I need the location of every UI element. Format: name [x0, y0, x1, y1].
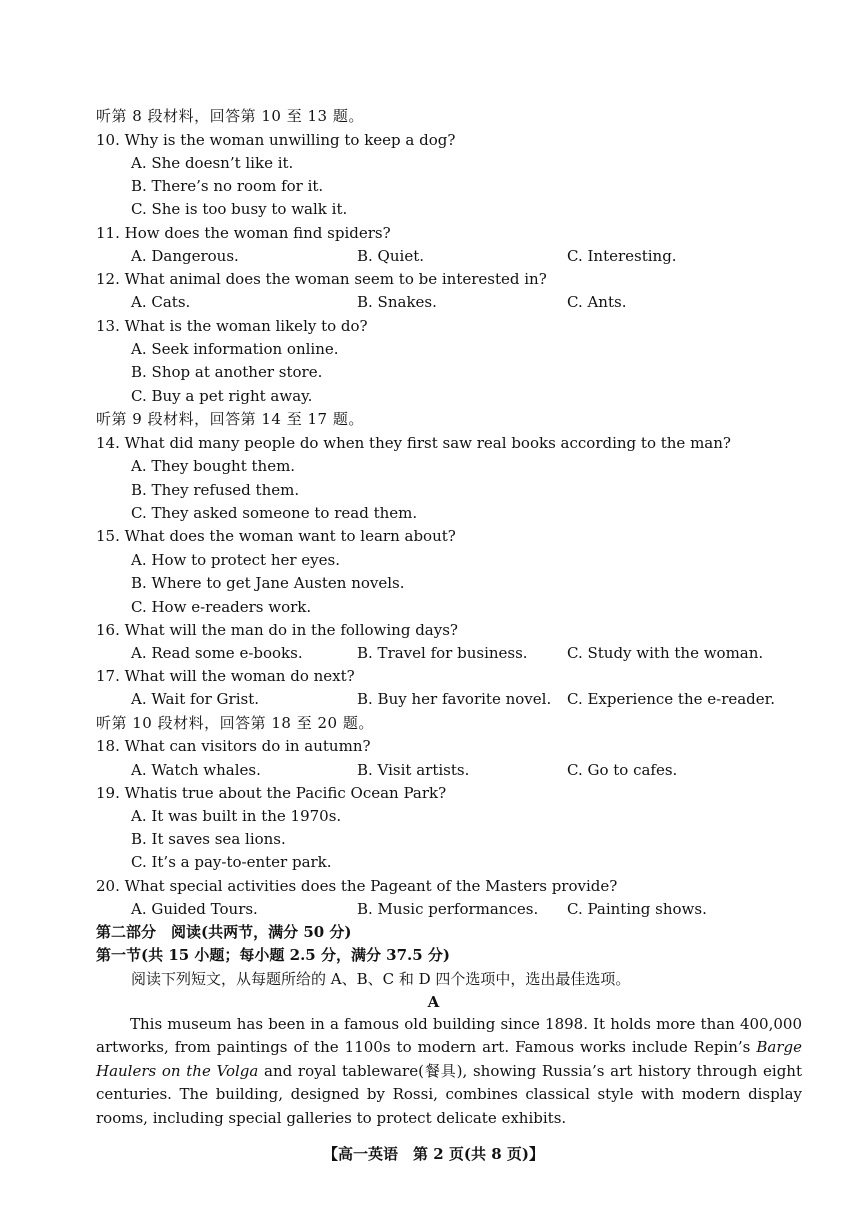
option-17b: B. Buy her favorite novel.: [357, 690, 552, 708]
option-10c: C. She is too busy to walk it.: [131, 200, 348, 218]
option-19b: B. It saves sea lions.: [131, 830, 286, 848]
question-10: 10. Why is the woman unwilling to keep a dog?: [96, 131, 456, 149]
question-18: 18. What can visitors do in autumn?: [96, 737, 371, 755]
option-13c: C. Buy a pet right away.: [131, 387, 313, 405]
section-heading-9: 听第 9 段材料，回答第 14 至 17 题。: [96, 410, 364, 428]
option-17c: C. Experience the e-reader.: [567, 690, 775, 708]
option-14a: A. They bought them.: [131, 457, 296, 475]
option-18a: A. Watch whales.: [131, 761, 261, 779]
option-16b: B. Travel for business.: [357, 644, 528, 662]
question-15: 15. What does the woman want to learn about?: [96, 527, 456, 545]
option-19c: C. It’s a pay-to-enter park.: [131, 853, 332, 871]
option-20a: A. Guided Tours.: [131, 900, 258, 918]
page-footer: 【高一英语 第 2 页(共 8 页)】: [323, 1145, 544, 1163]
option-18c: C. Go to cafes.: [567, 761, 678, 779]
passage-italic-title: Barge Haulers on the Volga: [96, 1038, 802, 1080]
section-one-heading: 第一节(共 15 小题；每小题 2.5 分，满分 37.5 分): [96, 946, 451, 964]
question-19: 19. Whatis true about the Pacific Ocean Park?: [96, 784, 447, 802]
option-13b: B. Shop at another store.: [131, 363, 323, 381]
reading-instruction: 阅读下列短文，从每题所给的 A、B、C 和 D 四个选项中，选出最佳选项。: [131, 970, 631, 988]
question-17: 17. What will the woman do next?: [96, 667, 355, 685]
section-heading-8: 听第 8 段材料，回答第 10 至 13 题。: [96, 107, 364, 125]
question-14: 14. What did many people do when they first saw real books according to the man?: [96, 434, 731, 452]
option-13a: A. Seek information online.: [131, 340, 339, 358]
option-20c: C. Painting shows.: [567, 900, 707, 918]
option-20b: B. Music performances.: [357, 900, 539, 918]
option-11a: A. Dangerous.: [131, 247, 239, 265]
option-18b: B. Visit artists.: [357, 761, 470, 779]
question-20: 20. What special activities does the Pageant of the Masters provide?: [96, 877, 618, 895]
option-11b: B. Quiet.: [357, 247, 424, 265]
option-10b: B. There’s no room for it.: [131, 177, 324, 195]
passage-text-2: and royal tableware(餐具), showing Russia’s art history through eight centuries. The building, designed by Rossi, combines classical style with modern display rooms, including special galleries to protect delicate exhibits.: [96, 1061, 802, 1127]
passage-text-1: This museum has been in a famous old building since 1898. It holds more than 400,000 artworks, from paintings of the 1100s to modern art. Famous works include Repin’s: [96, 1015, 802, 1057]
option-14c: C. They asked someone to read them.: [131, 504, 418, 522]
option-16c: C. Study with the woman.: [567, 644, 764, 662]
option-11c: C. Interesting.: [567, 247, 677, 265]
option-10a: A. She doesn’t like it.: [131, 154, 294, 172]
section-heading-10: 听第 10 段材料，回答第 18 至 20 题。: [96, 714, 374, 732]
question-13: 13. What is the woman likely to do?: [96, 317, 368, 335]
question-16: 16. What will the man do in the following days?: [96, 621, 458, 639]
passage-label: A: [427, 993, 440, 1011]
question-11: 11. How does the woman find spiders?: [96, 224, 391, 242]
option-16a: A. Read some e-books.: [131, 644, 303, 662]
question-12: 12. What animal does the woman seem to be interested in?: [96, 270, 547, 288]
option-19a: A. It was built in the 1970s.: [131, 807, 342, 825]
part-two-heading: 第二部分 阅读(共两节，满分 50 分): [96, 923, 352, 941]
option-12c: C. Ants.: [567, 293, 627, 311]
passage-a: [96, 1013, 802, 1130]
option-17a: A. Wait for Grist.: [131, 690, 259, 708]
option-15b: B. Where to get Jane Austen novels.: [131, 574, 405, 592]
option-15a: A. How to protect her eyes.: [131, 551, 340, 569]
option-12b: B. Snakes.: [357, 293, 437, 311]
option-15c: C. How e-readers work.: [131, 598, 312, 616]
option-14b: B. They refused them.: [131, 481, 300, 499]
option-12a: A. Cats.: [131, 293, 191, 311]
